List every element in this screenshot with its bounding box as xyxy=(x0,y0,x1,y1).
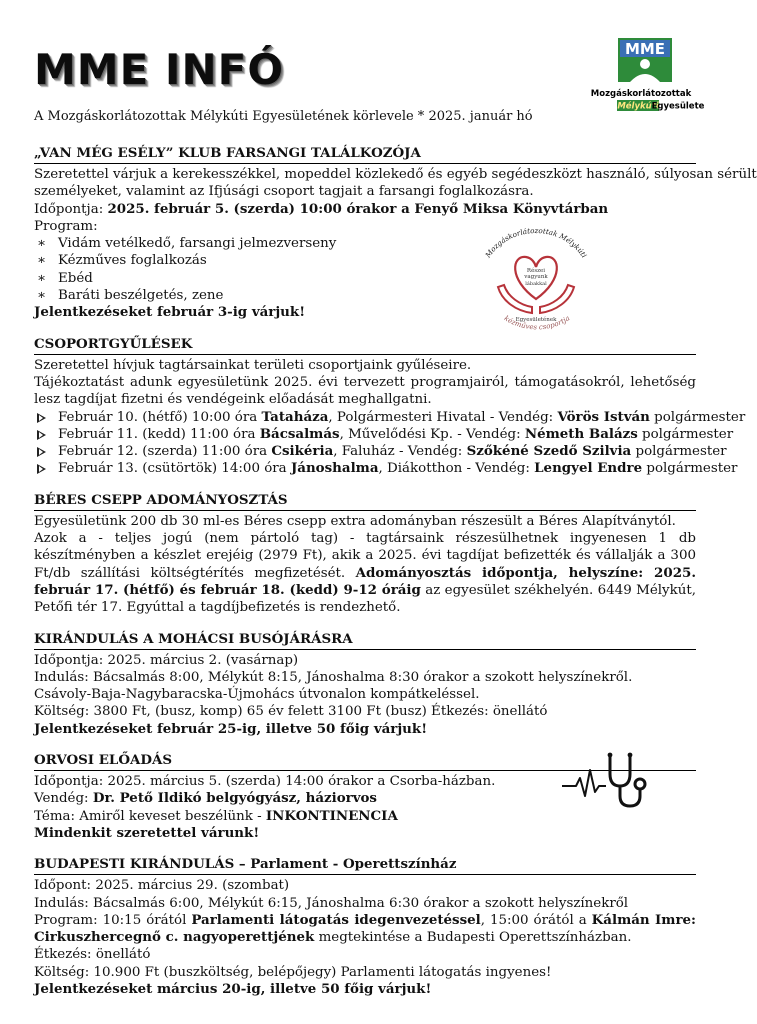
program-text: , 15:00 órától a xyxy=(480,912,592,928)
date-value: 2025. február 5. (szerda) 10:00 órakor a Fenyő Miksa Könyvtárban xyxy=(107,200,609,217)
trip-route: Csávoly-Baja-Nagybaracska-Újmohács útvonalon kompátkeléssel. xyxy=(34,687,480,703)
program-operetta: Kálmán Imre: Cirkuszhercegnő c. nagyoperettjének xyxy=(34,911,696,946)
section-beres-donation xyxy=(34,492,696,617)
list-item: ∗ Kézműves foglalkozás xyxy=(34,252,696,269)
meeting-venue: , Polgármesteri Hivatal - Vendég: xyxy=(328,409,558,425)
section-group-meetings xyxy=(34,335,746,478)
paragraph: személyeket, valamint az Ifjúsági csoport tagjait a farsangi foglalkozásra. xyxy=(34,184,534,200)
trip-date: Időpont: 2025. március 29. (szombat) xyxy=(34,878,290,894)
trip-cost: Költség: 10.900 Ft (buszköltség, belépőjegy) Parlamenti látogatás ingyenes! xyxy=(34,964,552,980)
meeting-place: Csikéria xyxy=(271,443,334,460)
craft-logo-bottom-1: Egyesületének xyxy=(515,317,557,323)
logo-text-line2: Mélykúti xyxy=(617,101,659,112)
section-title: KIRÁNDULÁS A MOHÁCSI BUSÓJÁRÁSRA xyxy=(34,631,696,650)
list-item: ∗ Vidám vetélkedő, farsangi jelmezverseny xyxy=(34,235,696,252)
meeting-item xyxy=(34,460,738,477)
program-text: megtekintése a Budapesti Operettszínházban. xyxy=(314,930,632,946)
craft-logo-bottom-2: kézműves csoportja xyxy=(502,314,572,332)
registration-deadline: Jelentkezéseket február 3-ig várjuk! xyxy=(34,304,306,321)
trip-cost: Költség: 3800 Ft, (busz, komp) 65 év felett 3100 Ft (busz) Étkezés: önellátó xyxy=(34,704,548,720)
meeting-venue: , Faluház - Vendég: xyxy=(333,444,467,460)
meeting-guest: Szőkéné Szedő Szilvia xyxy=(466,443,632,460)
paragraph xyxy=(34,530,696,616)
topic-label: Téma: Amiről keveset beszélünk - xyxy=(34,808,266,824)
trip-departure: Indulás: Bácsalmás 6:00, Mélykút 6:15, Jánoshalma 6:30 órakor a szokott helyszínekről xyxy=(34,895,629,911)
program-text: Program: 10:15 órától xyxy=(34,912,192,928)
section-title: BUDAPESTI KIRÁNDULÁS – Parlament - Operettszínház xyxy=(34,856,696,875)
date-label: Időpontja: xyxy=(34,201,108,217)
meeting-item xyxy=(34,443,727,460)
section-title: ORVOSI ELŐADÁS xyxy=(34,752,696,771)
section-budapest-trip xyxy=(34,856,696,998)
program-label: Program: xyxy=(34,218,98,234)
meeting-time: Február 13. (csütörtök) 14:00 óra xyxy=(58,461,291,477)
heart-text-1: Részei xyxy=(526,268,546,274)
meeting-guest: Lengyel Endre xyxy=(534,460,643,477)
meeting-guest: Vörös István xyxy=(557,408,650,425)
meeting-place: Jánoshalma xyxy=(290,460,379,477)
meeting-item xyxy=(34,425,734,443)
registration-deadline: Jelentkezéseket február 25-ig, illetve 50 főig várjuk! xyxy=(34,720,428,737)
trip-date: Időpontja: 2025. március 2. (vasárnap) xyxy=(34,652,299,668)
logo-text-line3: Egyesülete xyxy=(651,101,705,112)
meeting-item xyxy=(34,408,746,426)
meeting-place: Tataháza xyxy=(261,408,329,425)
paragraph: Egyesületünk 200 db 30 ml-es Béres csepp extra adományban részesült a Béres Alapítványtól. xyxy=(34,513,676,529)
list-item: ∗ Ebéd xyxy=(34,270,696,287)
meeting-role: polgármester xyxy=(649,409,746,425)
meeting-venue: , Művelődési Kp. - Vendég: xyxy=(339,426,525,442)
section-title: BÉRES CSEPP ADOMÁNYOSZTÁS xyxy=(34,492,696,511)
registration-deadline: Jelentkezéseket március 20-ig, illetve 50 főig várjuk! xyxy=(34,980,432,997)
paragraph: Szeretettel hívjuk tagtársainkat területi csoportjaink gyűléseire. xyxy=(34,357,472,373)
meeting-time: Február 12. (szerda) 11:00 óra xyxy=(58,444,272,460)
meeting-time: Február 11. (kedd) 11:00 óra xyxy=(58,426,260,442)
paragraph-text: az egyesület székhelyén. 6449 Mélykút, Petőfi tér 17. Egyúttal a tagdíjbefizetés is rendezhető. xyxy=(34,582,696,616)
svg-text:Mozgáskorlátozottak Mélykúti xyxy=(483,226,589,260)
event-date xyxy=(34,201,696,218)
association-logo xyxy=(586,36,705,122)
program-parliament: Parlamenti látogatás idegenvezetéssel xyxy=(191,911,481,928)
logo-mark: MME xyxy=(624,40,666,58)
meeting-role: polgármester xyxy=(637,426,734,442)
meeting-place: Bácsalmás xyxy=(259,425,340,442)
meeting-role: polgármester xyxy=(631,444,727,460)
list-item: ∗ Baráti beszélgetés, zene xyxy=(34,287,696,304)
masthead-subtitle: A Mozgáskorlátozottak Mélykúti Egyesületének körlevele * 2025. január hó xyxy=(34,109,533,124)
heart-text-2: vagyunk xyxy=(524,274,548,280)
masthead-title: MME INFÓ xyxy=(34,45,285,94)
section-mohacs-trip xyxy=(34,631,696,738)
meeting-list xyxy=(34,408,746,478)
paragraph: Tájékoztatást adunk egyesületünk 2025. évi tervezett programjairól, támogatásokról, lehetőség lesz tagdíjat fizetni és vendégeink előadását meghallgatni. xyxy=(34,374,696,408)
trip-program xyxy=(34,912,696,947)
heart-text-3: lábakkal xyxy=(525,281,547,287)
meeting-guest: Németh Balázs xyxy=(524,425,638,442)
distribution-time: Adományosztás időpontja, helyszíne: 2025. február 17. (hétfő) és február 18. (kedd) 9-12 óráig xyxy=(34,564,696,598)
meeting-time: Február 10. (hétfő) 10:00 óra xyxy=(58,409,262,425)
meeting-venue: , Diákotthon - Vendég: xyxy=(378,461,535,477)
trip-meals: Étkezés: önellátó xyxy=(34,947,151,963)
talk-date: Időpontja: 2025. március 5. (szerda) 14:00 órakor a Csorba-házban. xyxy=(34,774,496,790)
section-title: „VAN MÉG ESÉLY” KLUB FARSANGI TALÁLKOZÓJA xyxy=(34,145,696,164)
topic-value: INKONTINENCIA xyxy=(265,807,398,824)
craft-group-logo xyxy=(468,225,604,337)
logo-text-line1: Mozgáskorlátozottak xyxy=(590,89,692,99)
paragraph: Szeretettel várjuk a kerekesszékkel, mopeddel közlekedő és egyéb segédeszközt használó, súlyosan sérült xyxy=(34,167,757,182)
craft-logo-top-text: Mozgáskorlátozottak Mélykúti xyxy=(483,225,589,260)
section-title: CSOPORTGYŰLÉSEK xyxy=(34,336,696,355)
guest-name: Dr. Pető Ildikó belgyógyász, háziorvos xyxy=(92,790,377,807)
meeting-role: polgármester xyxy=(642,461,738,477)
paragraph-text: Azok a - teljes jogú (nem pártoló tag) - tagtársaink részesülhetnek ingyenesen 1 db készítményben a készlet erejéig (2979 Ft), akik a 2025. évi tagdíjat befizették és vállalják a 300 Ft/db szállítási költségtérítés megfizetését. xyxy=(34,531,696,581)
closing-line: Mindenkit szeretettel várunk! xyxy=(34,824,260,841)
trip-departure: Indulás: Bácsalmás 8:00, Mélykút 8:15, Jánoshalma 8:30 órakor a szokott helyszínekről. xyxy=(34,669,633,685)
guest-label: Vendég: xyxy=(34,791,93,807)
stethoscope-icon xyxy=(560,752,650,814)
